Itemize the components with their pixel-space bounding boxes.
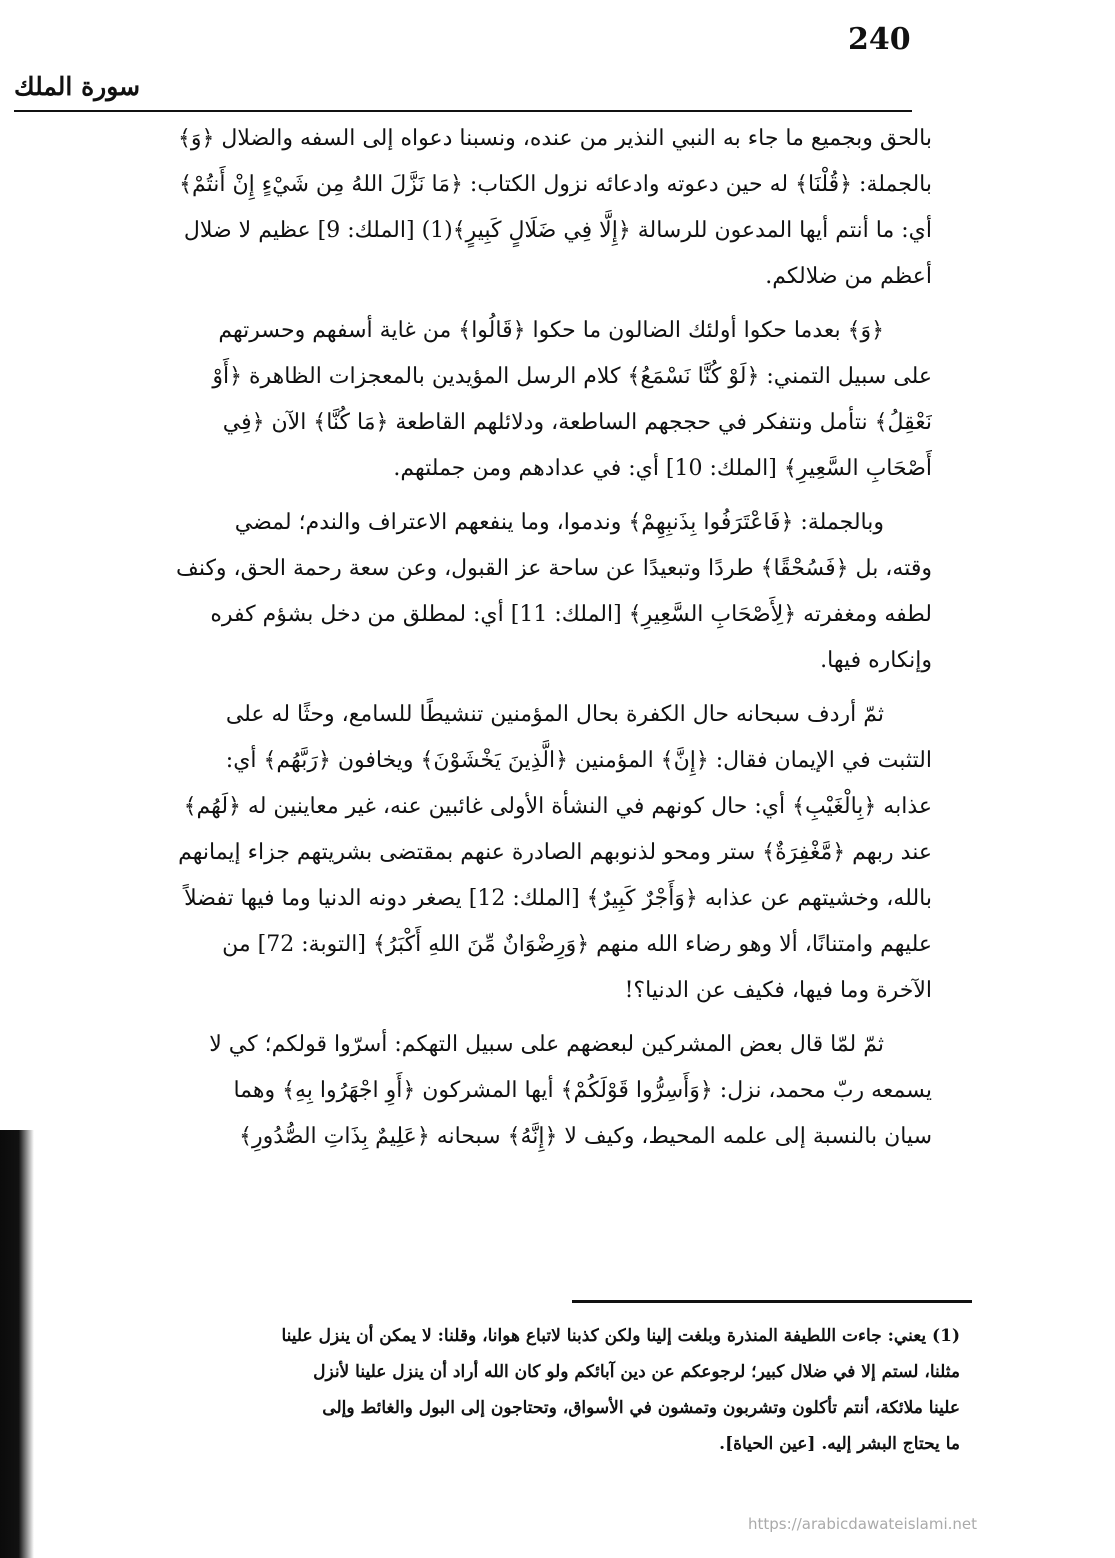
footnote-rule (572, 1300, 972, 1303)
body-line: أعظم من ضلالكم. (765, 264, 932, 289)
body-line: أي: ما أنتم أيها المدعون للرسالة ﴿إِلَّا فِي ضَلَالٍ كَبِيرٍ﴾(1) [الملك: 9] عظيم لا ضلال (183, 218, 932, 243)
body-text (14, 116, 932, 1160)
body-line: بالجملة: ﴿قُلْنَا﴾ له حين دعوته وادعائه نزول الكتاب: ﴿مَا نَزَّلَ اللهُ مِن شَيْءٍ إِنْ أَنتُمْ﴾ (179, 172, 932, 197)
body-line: عذابه ﴿بِالْغَيْبِ﴾ أي: حال كونهم في النشأة الأولى غائبين عنه، غير معاينين له ﴿لَهُم﴾ (183, 794, 932, 819)
body-line: أَصْحَابِ السَّعِيرِ﴾ [الملك: 10] أي: في عدادهم ومن جملتهم. (393, 456, 932, 481)
body-line: سيان بالنسبة إلى علمه المحيط، وكيف لا ﴿إِنَّهُ﴾ سبحانه ﴿عَلِيمٌ بِذَاتِ الصُّدُورِ﴾ (239, 1124, 932, 1149)
watermark-url: https://arabicdawateislami.net (748, 1515, 978, 1533)
scan-edge-shadow (0, 1130, 34, 1558)
body-line: وبالجملة: ﴿فَاعْتَرَفُوا بِذَنبِهِمْ﴾ وندموا، وما ينفعهم الاعتراف والندم؛ لمضي (234, 510, 884, 535)
body-line: عليهم وامتنانًا، ألا وهو رضاء الله منهم ﴿وَرِضْوَانٌ مِّنَ اللهِ أَكْبَرُ﴾ [التوبة: 72] من (222, 932, 932, 957)
body-line: لطفه ومغفرته ﴿لِأَصْحَابِ السَّعِيرِ﴾ [الملك: 11] أي: لمطلق من دخل بشؤم كفره (210, 602, 932, 627)
footnote (60, 1318, 960, 1462)
surah-title: سورة الملك (14, 72, 141, 101)
body-line: الآخرة وما فيها، فكيف عن الدنيا؟! (624, 978, 932, 1003)
body-line: ثمّ لمّا قال بعض المشركين لبعضهم على سبيل التهكم: أسرّوا قولكم؛ كي لا (209, 1032, 884, 1057)
body-line: وإنكاره فيها. (820, 648, 932, 673)
body-line: يسمعه ربّ محمد، نزل: ﴿وَأَسِرُّوا قَوْلَكُمْ﴾ أيها المشركون ﴿أَوِ اجْهَرُوا بِهِ﴾ وهما (233, 1078, 932, 1103)
footnote-line: علينا ملائكة، أنتم تأكلون وتشربون وتمشون في الأسواق، وتحتاجون إلى البول والغائط وإلى (322, 1398, 960, 1418)
page-number: 240 (848, 22, 911, 57)
body-line: بالحق وبجميع ما جاء به النبي النذير من عنده، ونسبنا دعواه إلى السفه والضلال ﴿وَ﴾ (177, 126, 932, 151)
footnote-line: (1) يعني: جاءت اللطيفة المنذرة وبلغت إلينا ولكن كذبنا لاتباع هوانا، وقلنا: لا يمكن أن ينزل علينا (281, 1326, 960, 1346)
body-line: ثمّ أردف سبحانه حال الكفرة بحال المؤمنين تنشيطًا للسامع، وحثًا له على (225, 702, 884, 727)
body-line: بالله، وخشيتهم عن عذابه ﴿وَأَجْرٌ كَبِيرٌ﴾ [الملك: 12] يصغر دونه الدنيا وما فيها تفضلاً (184, 886, 932, 911)
body-line: نَعْقِلُ﴾ نتأمل ونتفكر في حججهم الساطعة، ودلائلهم القاطعة ﴿مَا كُنَّا﴾ الآن ﴿فِي (222, 410, 932, 435)
body-line: التثبت في الإيمان فقال: ﴿إِنَّ﴾ المؤمنين ﴿الَّذِينَ يَخْشَوْنَ﴾ ويخافون ﴿رَبَّهُم﴾ أي: (225, 748, 932, 773)
header-rule (14, 110, 912, 112)
body-line: عند ربهم ﴿مَّغْفِرَةٌ﴾ ستر ومحو لذنوبهم الصادرة عنهم بمقتضى بشريتهم جزاء إيمانهم (178, 840, 932, 865)
footnote-line: مثلنا، لستم إلا في ضلال كبير؛ لرجوعكم عن دين آبائكم ولو كان الله أراد أن ينزل علينا لأنزل (313, 1362, 960, 1382)
body-line: وقته، بل ﴿فَسُحْقًا﴾ طردًا وتبعيدًا عن ساحة عز القبول، وعن سعة رحمة الحق، وكنف (176, 556, 932, 581)
body-line: على سبيل التمني: ﴿لَوْ كُنَّا نَسْمَعُ﴾ كلام الرسل المؤيدين بالمعجزات الظاهرة ﴿أَوْ (212, 364, 932, 389)
footnote-line: ما يحتاج البشر إليه. [عين الحياة]. (719, 1434, 960, 1454)
body-line: ﴿وَ﴾ بعدما حكوا أولئك الضالون ما حكوا ﴿قَالُوا﴾ من غاية أسفهم وحسرتهم (218, 318, 884, 343)
